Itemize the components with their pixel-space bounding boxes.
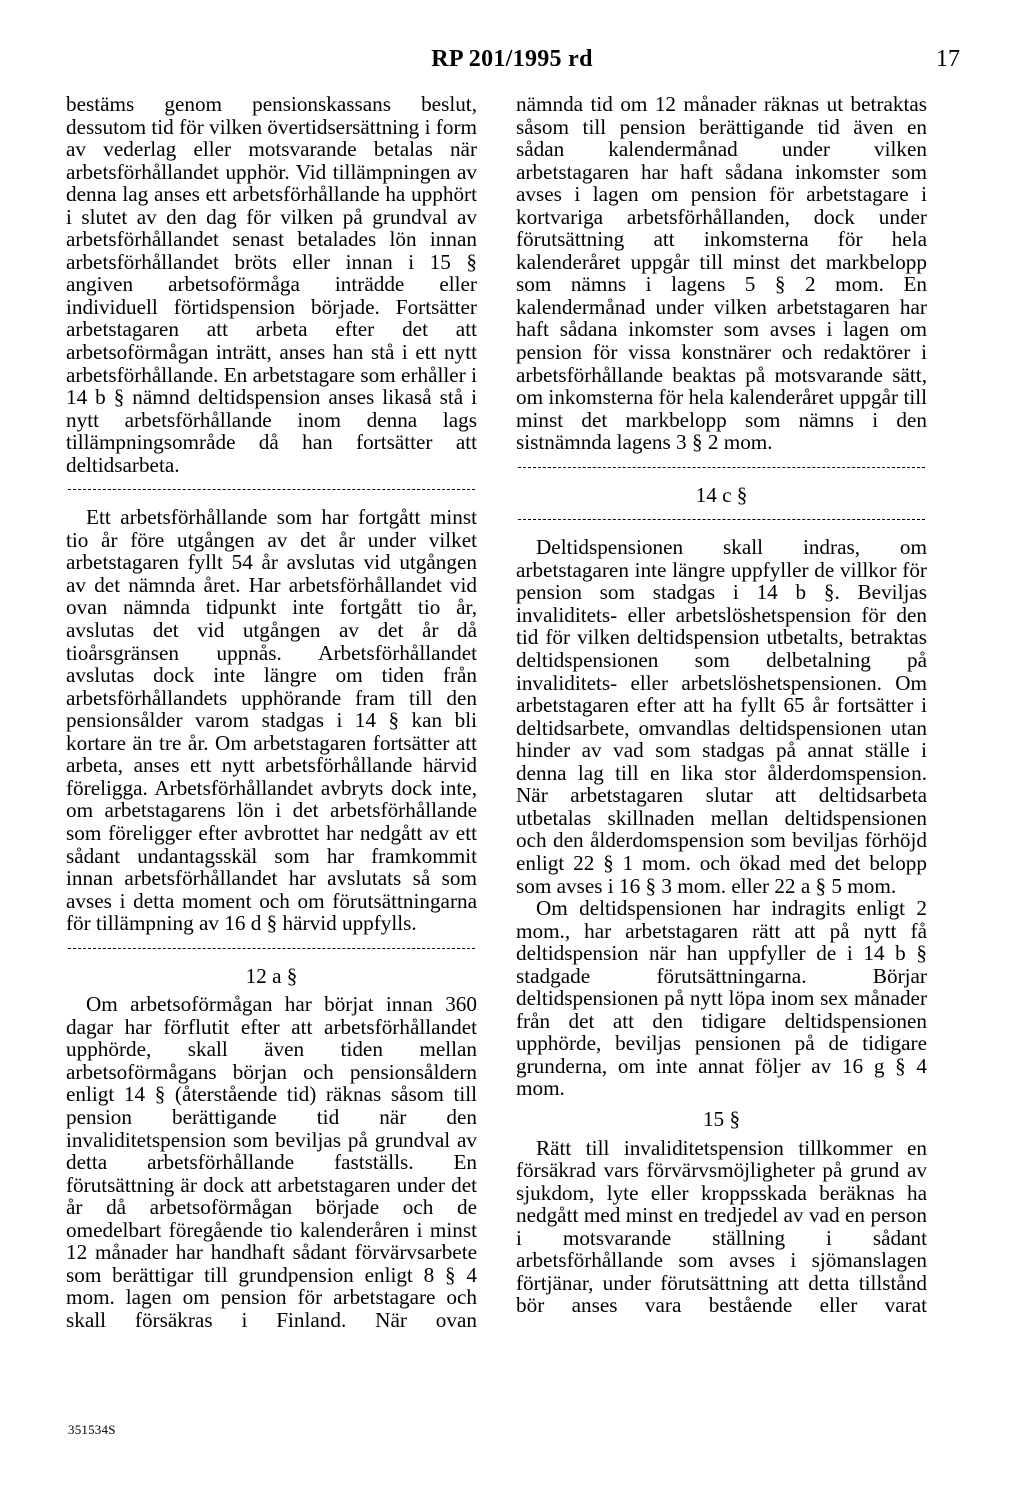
footer-code: 351534S [68,1422,116,1437]
page-number: 17 [936,46,960,72]
paragraph: bestäms genom pensionskassans beslut, dessutom tid för vilken övertidsersättning i form av vederlag eller motsvarande betalas när arbetsförhållandet upphör. Vid tillämpningen av denna lag anses ett arbetsförhållande ha upphört i slutet av den dag för vilken på grundval av arbetsförhållandet senast betalades lön innan arbetsförhållandet bröts eller innan i 15 § angiven arbetsoförmåga inträdde eller individuell förtidspension började. Fortsätter arbetstagaren att arbeta efter det att arbetsoförmågan inträtt, anses han stå i ett nytt arbetsförhållande. En arbetstagare som erhåller i 14 b § nämnd deltidspension anses likaså stå i nytt arbetsförhållande inom denna lags tillämpningsområde då han fortsätter att deltidsarbeta. [66,92,477,477]
dashed-separator [68,948,475,949]
left-column [66,93,477,1331]
dashed-separator [518,467,925,468]
page-header-title: RP 201/1995 rd [431,46,593,72]
section-heading-14c: 14 c § [695,482,748,507]
paragraph: Om arbetsoförmågan har börjat innan 360 dagar har förflutit efter att arbetsförhållandet upphörde, skall även tiden mellan arbetsoförmågans början och pensionsåldern enligt 14 § (återstående tid) räknas såsom till pension berättigande tid när den invaliditetspension som beviljas på grundval av detta arbetsförhållande fastställs. En förutsättning är dock att arbetstagaren under det år då arbetsoförmågan började och de omedelbart föregående tio kalenderåren i minst 12 månader har handhaft sådant förvärvsarbete som berättigar till grundpension enligt 8 § 4 mom. lagen om pension för arbetstagare och skall försäkras i Finland. När ovan [66,992,477,1332]
paragraph: nämnda tid om 12 månader räknas ut betraktas såsom till pension berättigande tid även en sådan kalendermånad under vilken arbetstagaren har haft sådana inkomster som avses i lagen om pension för arbetstagare i kortvariga arbetsförhållanden, dock under förutsättning att inkomsterna för hela kalenderåret uppgår till minst det markbelopp som nämns i lagens 5 § 2 mom. En kalendermånad under vilken arbetstagaren har haft sådana inkomster som avses i lagen om pension för vissa konstnärer och redaktörer i arbetsförhållande beaktas på motsvarande sätt, om inkomsterna för hela kalenderåret uppgår till minst det markbelopp som nämns i den sistnämnda lagens 3 § 2 mom. [516,92,927,455]
paragraph: Ett arbetsförhållande som har fortgått minst tio år före utgången av det år under vilket arbetstagaren fyllt 54 år avslutas vid utgången av det nämnda året. Har arbetsförhållandet vid ovan nämnda tidpunkt inte fortgått tio år, avslutas det vid utgången av det år då tioårsgränsen uppnås. Arbetsförhållandet avslutas dock inte längre om tiden från arbetsförhållandets upphörande fram till den pensionsålder varom stadgas i 14 § kan bli kortare än tre år. Om arbetstagaren fortsätter att arbeta, anses ett nytt arbetsförhållande härvid föreligga. Arbetsförhållandet avbryts dock inte, om arbetstagarens lön i det arbetsförhållande som föreligger efter avbrottet har nedgått av ett sådant undantagsskäl som har framkommit innan arbetsförhållandet har avslutats så som avses i detta moment och om förutsättningarna för tillämpning av 16 d § härvid uppfylls. [66,505,477,936]
paragraph: Deltidspensionen skall indras, om arbetstagaren inte längre uppfyller de villkor för pension som stadgas i 14 b §. Beviljas invaliditets- eller arbetslöshetspension för den tid för vilken deltidspension utbetalts, betraktas deltidspensionen som delbetalning på invaliditets- eller arbetslöshetspensionen. Om arbetstagaren efter att ha fyllt 65 år fortsätter i deltidsarbete, omvandlas deltidspensionen utan hinder av vad som stadgas på annat ställe i denna lag till en lika stor ålderdomspension. När arbetstagaren slutar att deltidsarbeta utbetalas skillnaden mellan deltidspensionen och den ålderdomspension som beviljas förhöjd enligt 22 § 1 mom. och ökad med det belopp som avses i 16 § 3 mom. eller 22 a § 5 mom. [516,535,927,898]
dashed-separator [68,489,475,490]
right-column [516,93,927,1317]
paragraph: Om deltidspensionen har indragits enligt 2 mom., har arbetstagaren rätt att på nytt få deltidspension när han uppfyller de i 14 b § stadgade förutsättningarna. Börjar deltidspensionen på nytt löpa inom sex månader från det att den tidigare deltidspensionen upphörde, beviljas pensionen på de tidigare grunderna, om inte annat följer av 16 g § 4 mom. [516,896,927,1101]
section-heading-12a: 12 a § [245,963,298,988]
paragraph: Rätt till invaliditetspension tillkommer en försäkrad vars förvärvsmöjligheter på grund av sjukdom, lyte eller kroppsskada beräknas ha nedgått med minst en tredjedel av vad en person i motsvarande ställning i sådant arbetsförhållande som avses i sjömanslagen förtjänar, under förutsättning att detta tillstånd bör anses vara bestående eller varat [516,1135,927,1318]
section-heading-15: 15 § [702,1106,741,1131]
dashed-separator [518,519,925,520]
